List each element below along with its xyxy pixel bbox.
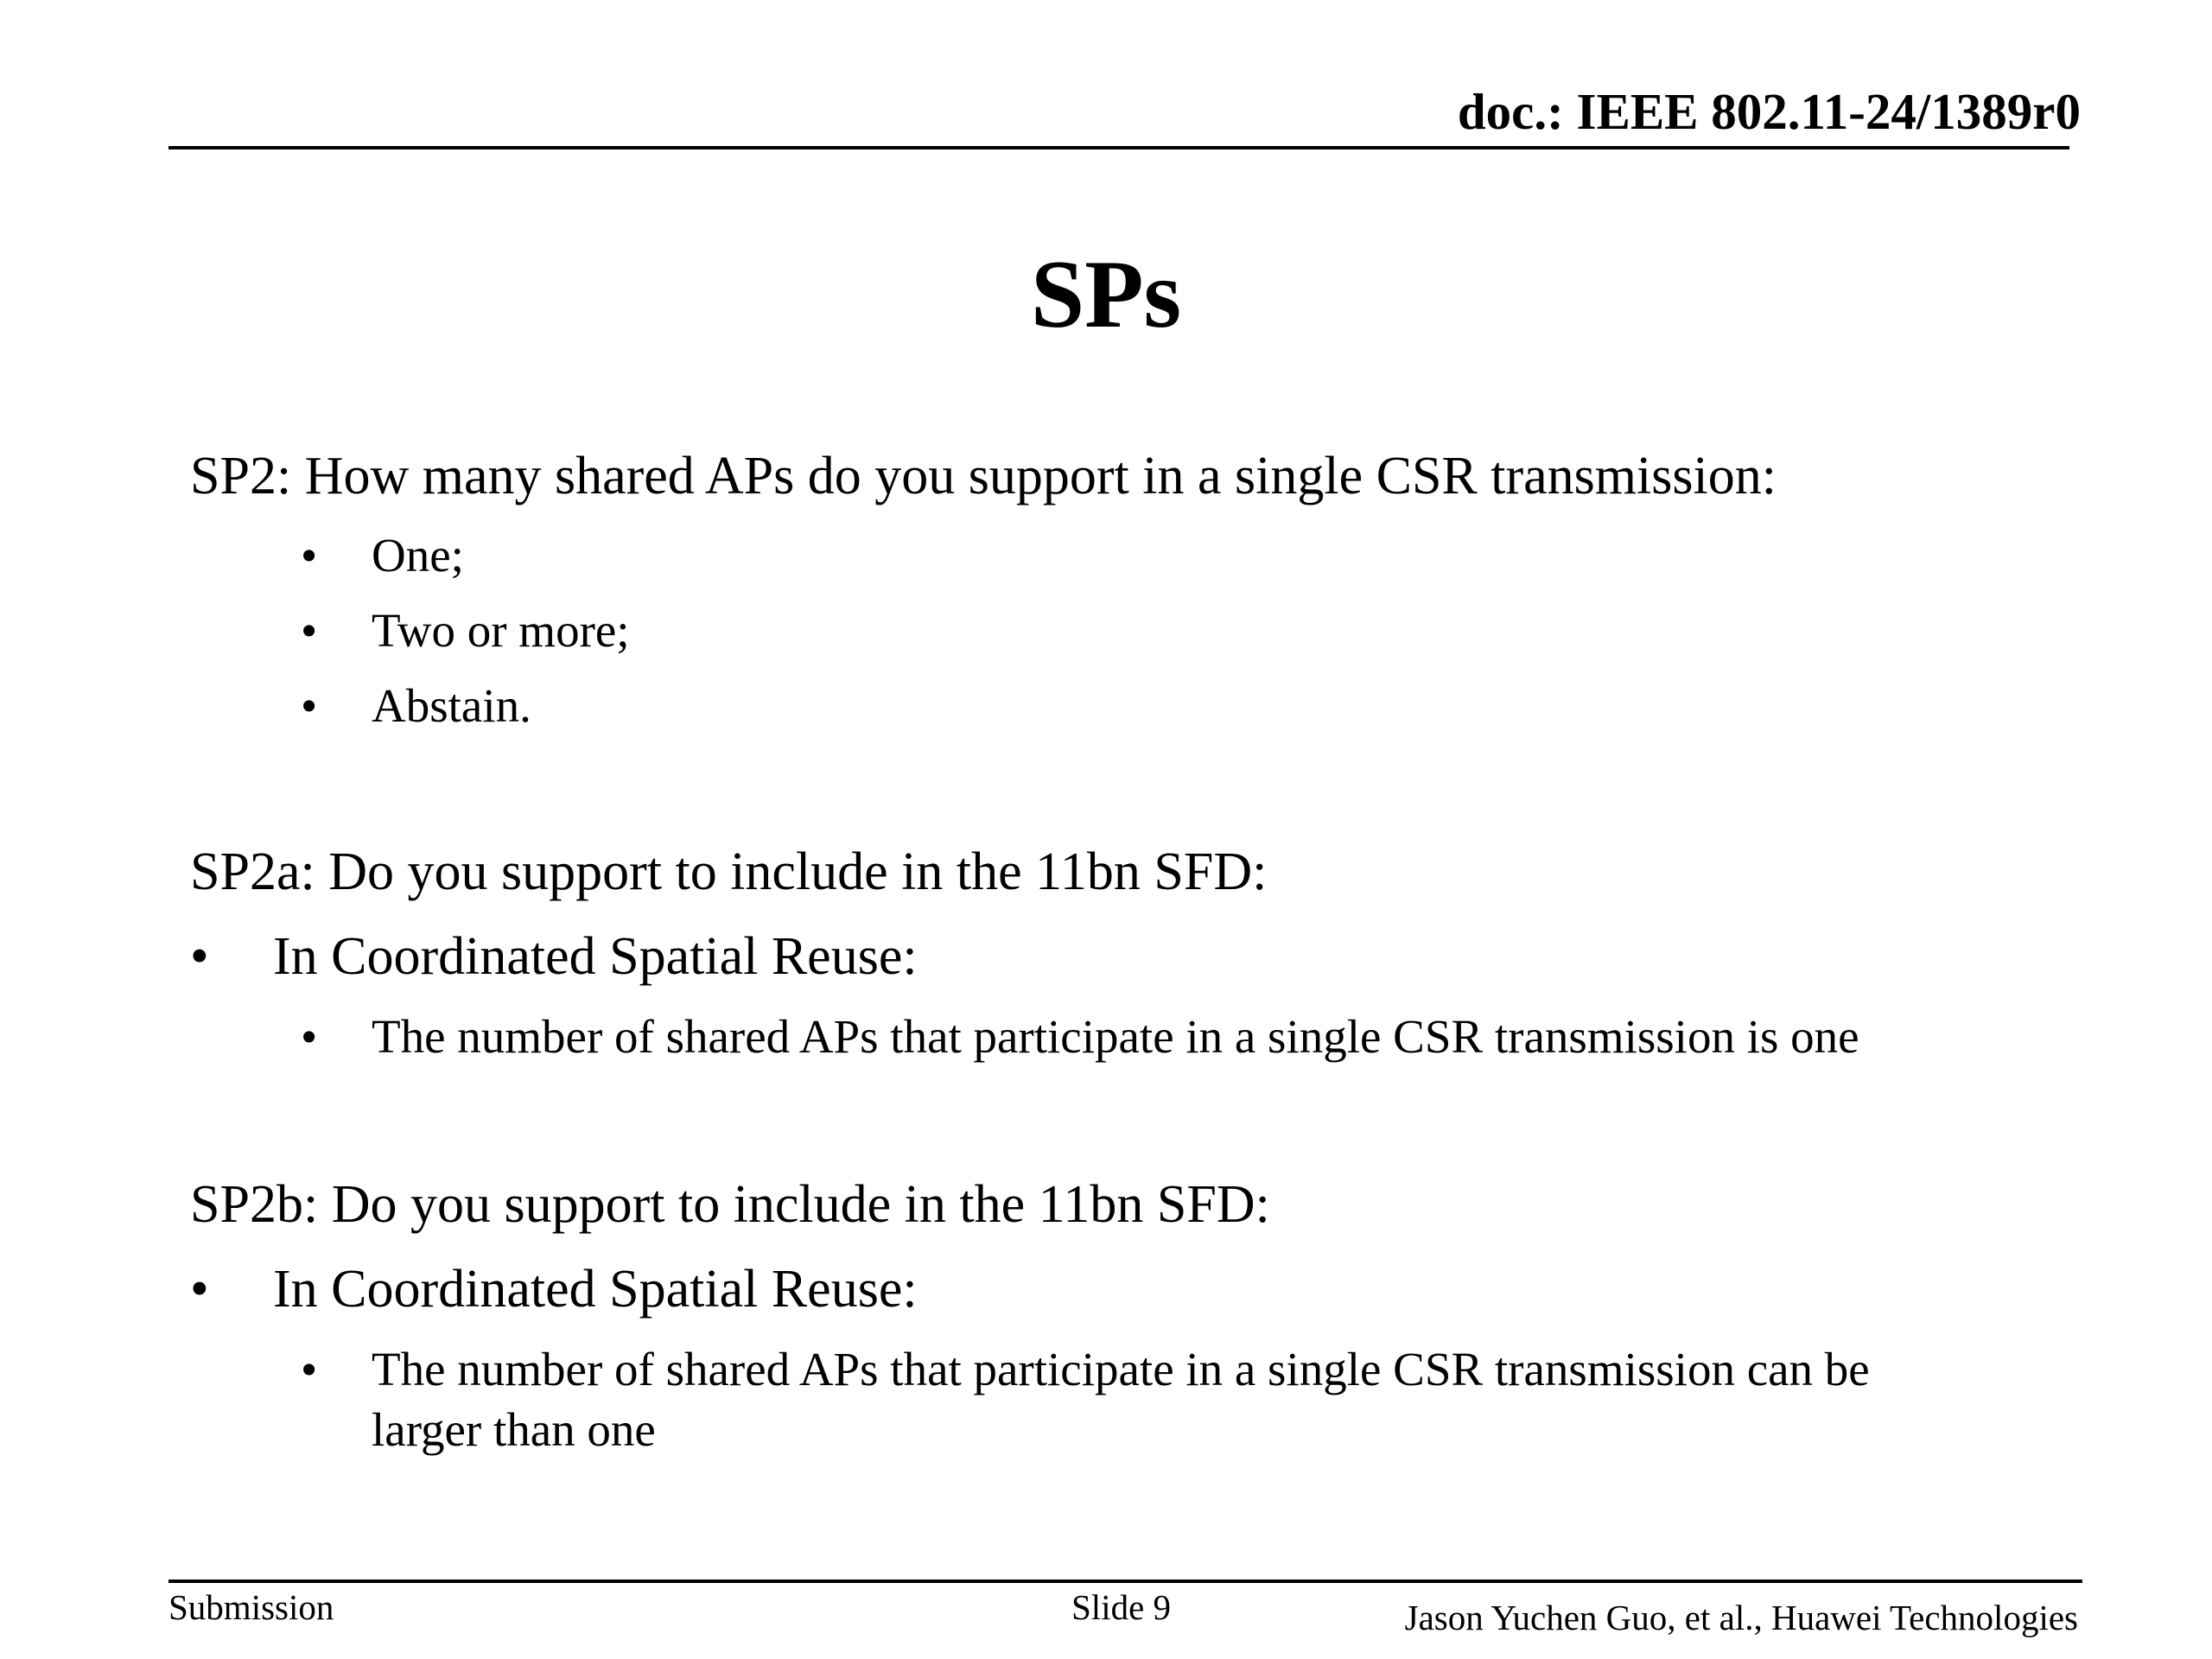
bullet-icon: •: [301, 1010, 318, 1063]
sp2b-sub-bullet-line2: larger than one: [372, 1403, 656, 1456]
bullet-icon: •: [301, 679, 318, 732]
header-divider: [168, 146, 2069, 149]
bullet-icon: •: [301, 529, 318, 582]
sp2a-bullet: In Coordinated Spatial Reuse:: [273, 927, 918, 986]
sp2b-sub-bullet-line1: The number of shared APs that participate in a single CSR transmission can be: [372, 1343, 1870, 1395]
bullet-icon: •: [301, 1343, 318, 1395]
sp2a-sub-bullet: The number of shared APs that participate in a single CSR transmission is one: [372, 1010, 1859, 1063]
bullet-icon: •: [301, 604, 318, 657]
sp2-option-one: One;: [372, 529, 464, 582]
sp2-option-two-or-more: Two or more;: [372, 604, 630, 657]
footer-slide-number: Slide 9: [1071, 1587, 1172, 1627]
slide-title: SPs: [1030, 241, 1182, 348]
document-id: doc.: IEEE 802.11-24/1389r0: [1457, 83, 2081, 140]
footer-submission: Submission: [168, 1587, 334, 1627]
sp2a-question: SP2a: Do you support to include in the 11bn SFD:: [190, 842, 1268, 901]
bullet-icon: •: [190, 1260, 209, 1319]
bullet-icon: •: [190, 927, 209, 986]
sp2b-bullet: In Coordinated Spatial Reuse:: [273, 1260, 918, 1319]
sp2b-question: SP2b: Do you support to include in the 11bn SFD:: [190, 1175, 1270, 1234]
footer-author: Jason Yuchen Guo, et al., Huawei Technologies: [1404, 1598, 2078, 1637]
sp2-option-abstain: Abstain.: [372, 679, 531, 732]
footer-divider: [168, 1580, 2082, 1583]
sp2-question: SP2: How many shared APs do you support in a single CSR transmission:: [190, 447, 1777, 505]
